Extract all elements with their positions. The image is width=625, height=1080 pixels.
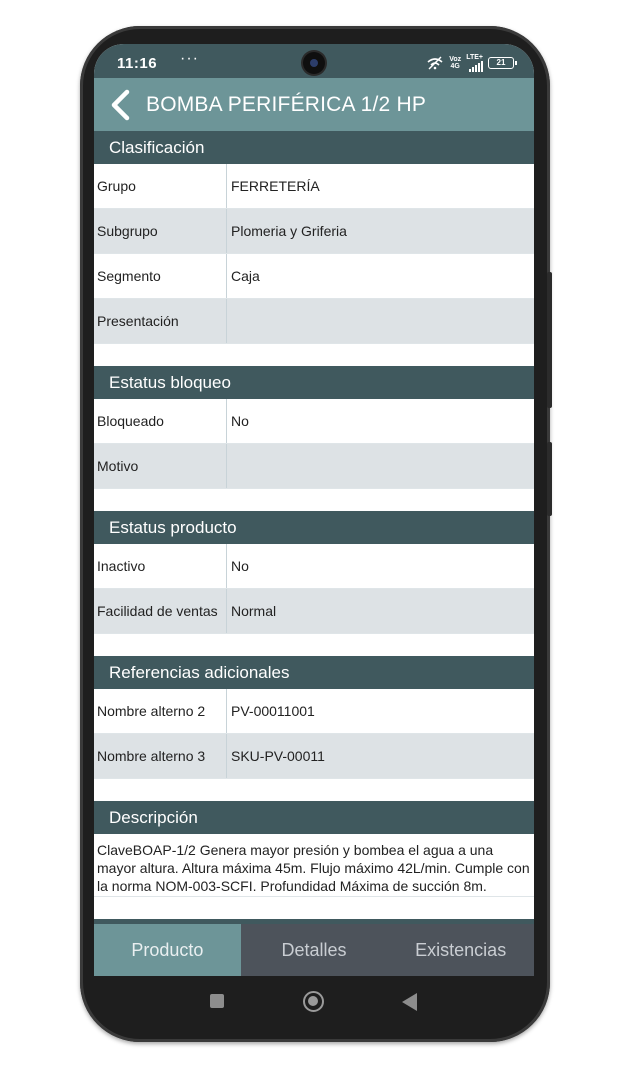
table-row xyxy=(94,689,534,734)
status-time: 11:16 xyxy=(117,55,158,72)
wifi-calling-off-icon xyxy=(426,56,444,70)
row-value: Normal xyxy=(231,603,277,619)
signal-bars-icon xyxy=(469,61,483,72)
row-value: No xyxy=(231,413,249,429)
bottom-tab-bar xyxy=(94,924,534,976)
table-row xyxy=(94,164,534,209)
section-spacer xyxy=(94,489,534,511)
recents-square-icon[interactable] xyxy=(210,994,224,1008)
volume-button xyxy=(547,272,552,408)
section-spacer xyxy=(94,897,534,919)
table-row xyxy=(94,299,534,344)
home-circle-icon[interactable] xyxy=(303,991,324,1012)
row-value xyxy=(227,299,534,343)
notification-dots: ··· xyxy=(180,50,199,67)
row-label: Bloqueado xyxy=(94,399,227,443)
lte-signal xyxy=(466,54,483,72)
table-row xyxy=(94,399,534,444)
table-row xyxy=(94,254,534,299)
tab-existencias[interactable]: Existencias xyxy=(415,940,507,960)
battery-icon: 21 xyxy=(488,57,514,69)
back-triangle-icon[interactable] xyxy=(402,993,417,1011)
row-label: Nombre alterno 3 xyxy=(94,734,227,778)
description-text: ClaveBOAP-1/2 Genera mayor presión y bombea el agua a una mayor altura. Altura máxima 45m. Flujo máximo 42L/min. Cumple con la norma NOM-003-SCFI. Profundidad Máxima de succión 8m. xyxy=(94,834,534,897)
screen xyxy=(94,44,534,976)
section-header-clasificacion: Clasificación xyxy=(94,131,534,164)
tab-producto[interactable]: Producto xyxy=(94,924,241,976)
row-label: Presentación xyxy=(94,299,227,343)
section-header-estatus-producto: Estatus producto xyxy=(94,511,534,544)
table-row xyxy=(94,209,534,254)
status-bar xyxy=(94,44,534,78)
row-label: Nombre alterno 2 xyxy=(94,689,227,733)
row-label: Motivo xyxy=(94,444,227,488)
table-row xyxy=(94,444,534,489)
section-spacer xyxy=(94,344,534,366)
row-label: Subgrupo xyxy=(94,209,227,253)
row-value: No xyxy=(231,558,249,574)
system-icons xyxy=(426,54,514,72)
row-value: FERRETERÍA xyxy=(231,178,320,194)
page-title: BOMBA PERIFÉRICA 1/2 HP xyxy=(146,93,427,116)
section-header-descripcion: Descripción xyxy=(94,801,534,834)
power-button xyxy=(547,442,552,516)
chevron-left-icon[interactable] xyxy=(108,89,132,121)
row-value xyxy=(227,444,534,488)
row-value: Plomeria y Griferia xyxy=(231,223,347,239)
lte-label: LTE+ xyxy=(466,54,483,61)
section-spacer xyxy=(94,634,534,656)
app-bar xyxy=(94,78,534,131)
volte-label: Voz 4G xyxy=(449,56,462,70)
row-label: Facilidad de ventas xyxy=(94,589,227,633)
row-value: PV-00011001 xyxy=(231,703,315,719)
product-detail-content[interactable] xyxy=(94,131,534,924)
table-row xyxy=(94,734,534,779)
row-label: Grupo xyxy=(94,164,227,208)
system-nav-bar xyxy=(94,976,534,1028)
section-header-referencias: Referencias adicionales xyxy=(94,656,534,689)
tab-detalles[interactable]: Detalles xyxy=(281,940,347,960)
row-value: SKU-PV-00011 xyxy=(231,748,325,764)
row-label: Segmento xyxy=(94,254,227,298)
row-label: Inactivo xyxy=(94,544,227,588)
section-header-estatus-bloqueo: Estatus bloqueo xyxy=(94,366,534,399)
section-spacer xyxy=(94,779,534,801)
front-camera xyxy=(303,52,325,74)
table-row xyxy=(94,544,534,589)
table-row xyxy=(94,589,534,634)
row-value: Caja xyxy=(231,268,260,284)
